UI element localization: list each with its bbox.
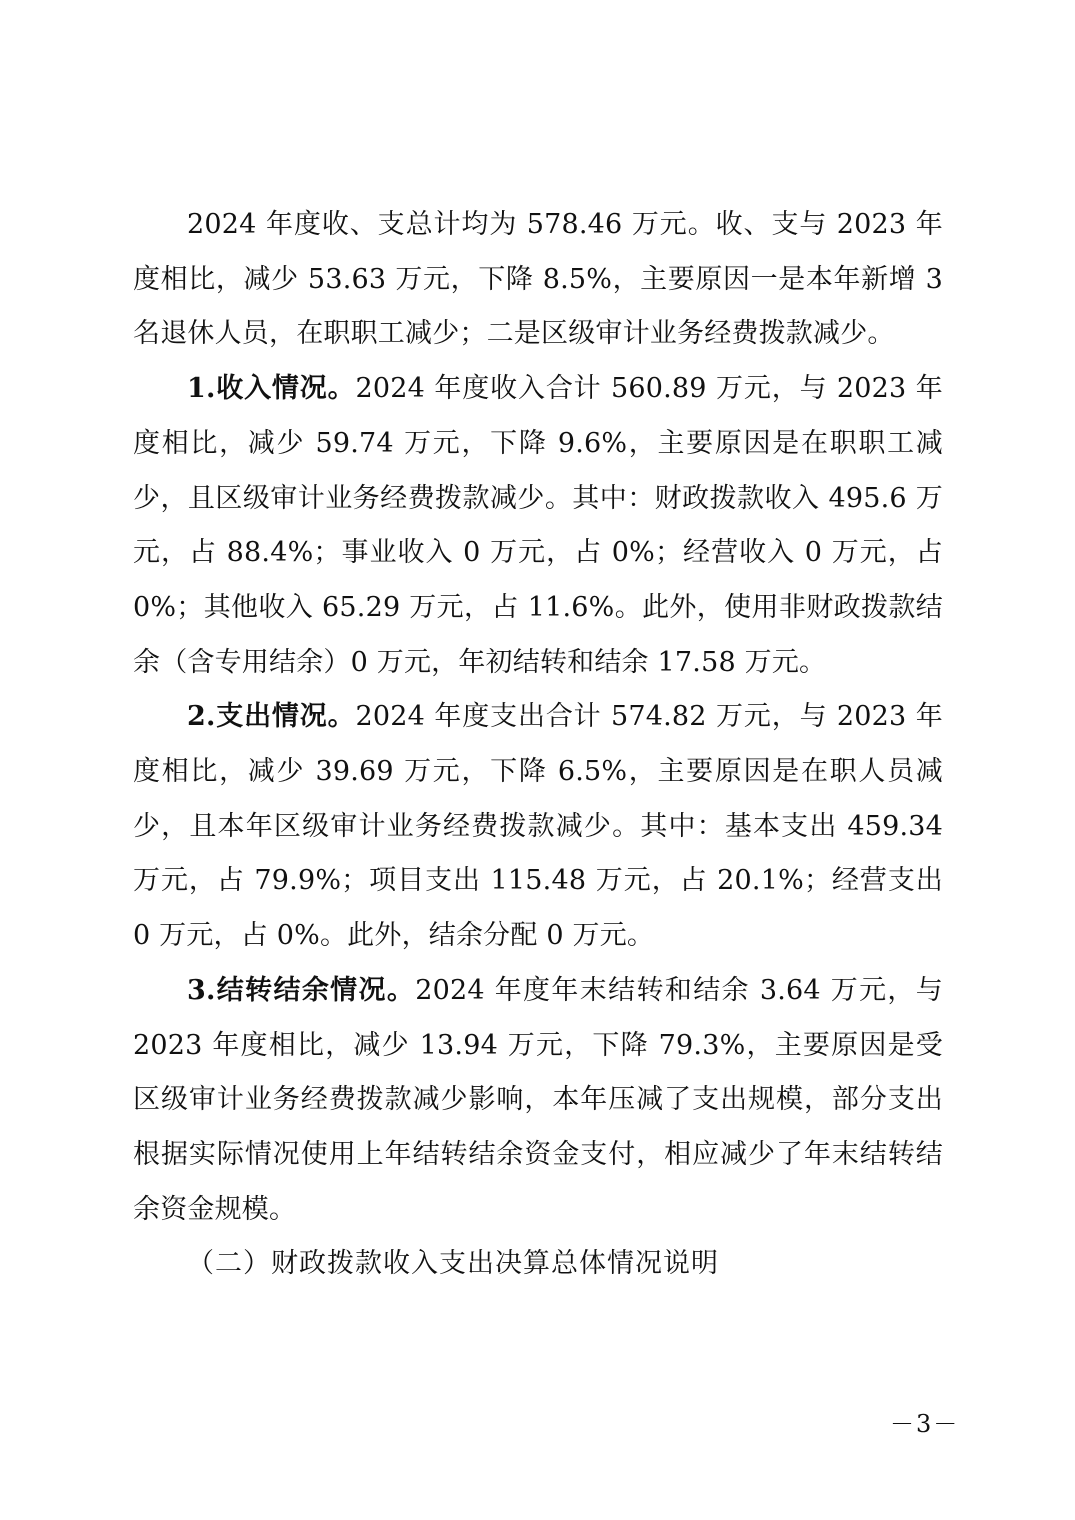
paragraph-summary — [133, 198, 943, 362]
paragraph-lead: 2.支出情况。 — [187, 701, 356, 733]
document-body — [133, 198, 943, 1292]
paragraph-text: 2024 年度收入合计 560.89 万元，与 2023 年度相比，减少 59.74 万元，下降 9.6%，主要原因是在职职工减少，且区级审计业务经费拨款减少。其中：财政拨款收入 495.6 万元，占 88.4%；事业收入 0 万元，占 0%；经营收入 0 万元，占 0%；其他收入 65.29 万元，占 11.6%。此外，使用非财政拨款结余（含专用结余）0 万元，年初结转和结余 17.58 万元。 — [133, 373, 944, 678]
paragraph-text: 2024 年度收、支总计均为 578.46 万元。收、支与 2023 年度相比，减少 53.63 万元，下降 8.5%，主要原因一是本年新增 3 名退休人员，在职职工减少；二是区级审计业务经费拨款减少。 — [133, 209, 943, 350]
paragraph-text: 2024 年度支出合计 574.82 万元，与 2023 年度相比，减少 39.69 万元，下降 6.5%，主要原因是在职人员减少，且本年区级审计业务经费拨款减少。其中：基本支出 459.34 万元，占 79.9%；项目支出 115.48 万元，占 20.1%；经营支出 0 万元，占 0%。此外，结余分配 0 万元。 — [133, 701, 944, 952]
paragraph-carryover — [133, 964, 943, 1238]
paragraph-lead: 3.结转结余情况。 — [187, 974, 416, 1006]
page-number: －3－ — [890, 1410, 960, 1438]
paragraph-text: 2024 年度年末结转和结余 3.64 万元，与 2023 年度相比，减少 13.94 万元，下降 79.3%，主要原因是受区级审计业务经费拨款减少影响，本年压减了支出规模，部分支出根据实际情况使用上年结转结余资金支付，相应减少了年末结转结余资金规模。 — [133, 974, 943, 1225]
section-heading: （二）财政拨款收入支出决算总体情况说明 — [187, 1248, 719, 1280]
paragraph-income — [133, 362, 943, 690]
paragraph-expenditure — [133, 690, 943, 964]
paragraph-lead: 1.收入情况。 — [187, 373, 356, 405]
